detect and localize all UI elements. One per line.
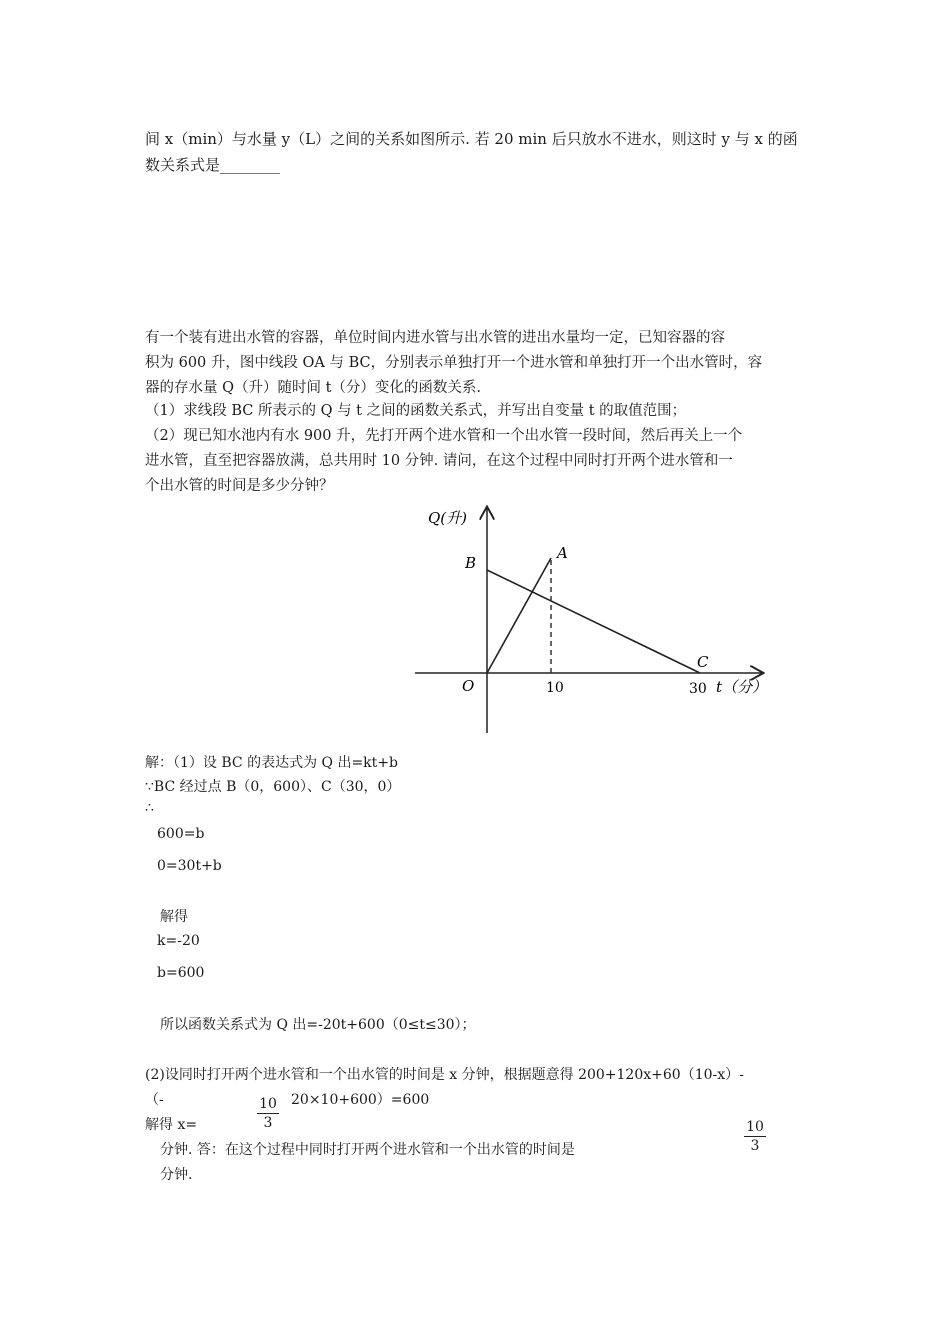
part2-equation-cont-right: 20×10+600）=600	[291, 1092, 430, 1108]
result-k: k=-20	[157, 933, 200, 949]
problem2-line: 个出水管的时间是多少分钟？	[145, 478, 334, 494]
problem2-line: 器的存水量 Q（升）随时间 t（分）变化的函数关系.	[145, 380, 482, 396]
tick-10: 10	[546, 680, 564, 696]
fraction-numerator: 10	[746, 1119, 764, 1135]
solution-line: 所以函数关系式为 Q 出=-20t+600（0≤t≤30）；	[160, 1017, 476, 1033]
part2-equation-cont-left: （-	[145, 1092, 164, 1108]
problem1-line1: 间 x（min）与水量 y（L）之间的关系如图所示. 若 20 min 后只放水不进水，则这时 y 与 x 的函	[145, 130, 798, 148]
label-c: C	[697, 653, 709, 671]
label-a: A	[557, 544, 568, 562]
x-axis-label: t（分）	[716, 678, 768, 696]
solution-line: 解：（1）设 BC 的表达式为 Q 出=kt+b	[145, 755, 398, 771]
fraction-denominator: 3	[263, 1115, 273, 1131]
result-b: b=600	[157, 965, 205, 981]
part2-equation-line: (2)设同时打开两个进水管和一个出水管的时间是 x 分钟，根据题意得 200+120x+60（10-x）-	[145, 1067, 744, 1083]
problem2-line: 进水管，直至把容器放满，总共用时 10 分钟. 请问，在这个过程中同时打开两个进水管和一	[145, 453, 733, 469]
equation-1: 600=b	[157, 826, 205, 842]
equation-2: 0=30t+b	[157, 858, 222, 874]
problem2-line: （1）求线段 BC 所表示的 Q 与 t 之间的函数关系式，并写出自变量 t 的取值范围；	[145, 403, 687, 419]
solution-line: ∵BC 经过点 B（0，600）、C（30，0）	[145, 779, 401, 795]
function-graph	[400, 500, 780, 740]
problem2-line: （2）现已知水池内有水 900 升，先打开两个进水管和一个出水管一段时间，然后再关上一个	[145, 428, 743, 444]
fraction-numerator: 10	[259, 1096, 277, 1112]
part2-solution: 解得 x=	[145, 1117, 198, 1133]
problem1-line2: 数关系式是________	[145, 156, 281, 174]
y-axis-label: Q(升)	[428, 509, 468, 527]
problem2-line: 积为 600 升，图中线段 OA 与 BC，分别表示单独打开一个进水管和单独打开一个出水管时，容	[145, 355, 763, 371]
label-o: O	[462, 677, 475, 695]
tick-30: 30	[689, 681, 707, 697]
fraction-denominator: 3	[750, 1138, 760, 1154]
fraction-ten-thirds	[257, 1096, 279, 1131]
therefore-symbol: ∴	[145, 800, 154, 816]
solve-label: 解得	[160, 909, 188, 925]
problem2-line: 有一个装有进出水管的容器，单位时间内进水管与出水管的进出水量均一定，已知容器的容	[145, 330, 725, 346]
segment-bc	[487, 570, 700, 673]
fraction-ten-thirds-answer	[744, 1119, 766, 1154]
label-b: B	[465, 554, 477, 572]
part2-answer-unit: 分钟.	[160, 1167, 193, 1183]
part2-answer: 分钟. 答：在这个过程中同时打开两个进水管和一个出水管的时间是	[160, 1142, 575, 1158]
